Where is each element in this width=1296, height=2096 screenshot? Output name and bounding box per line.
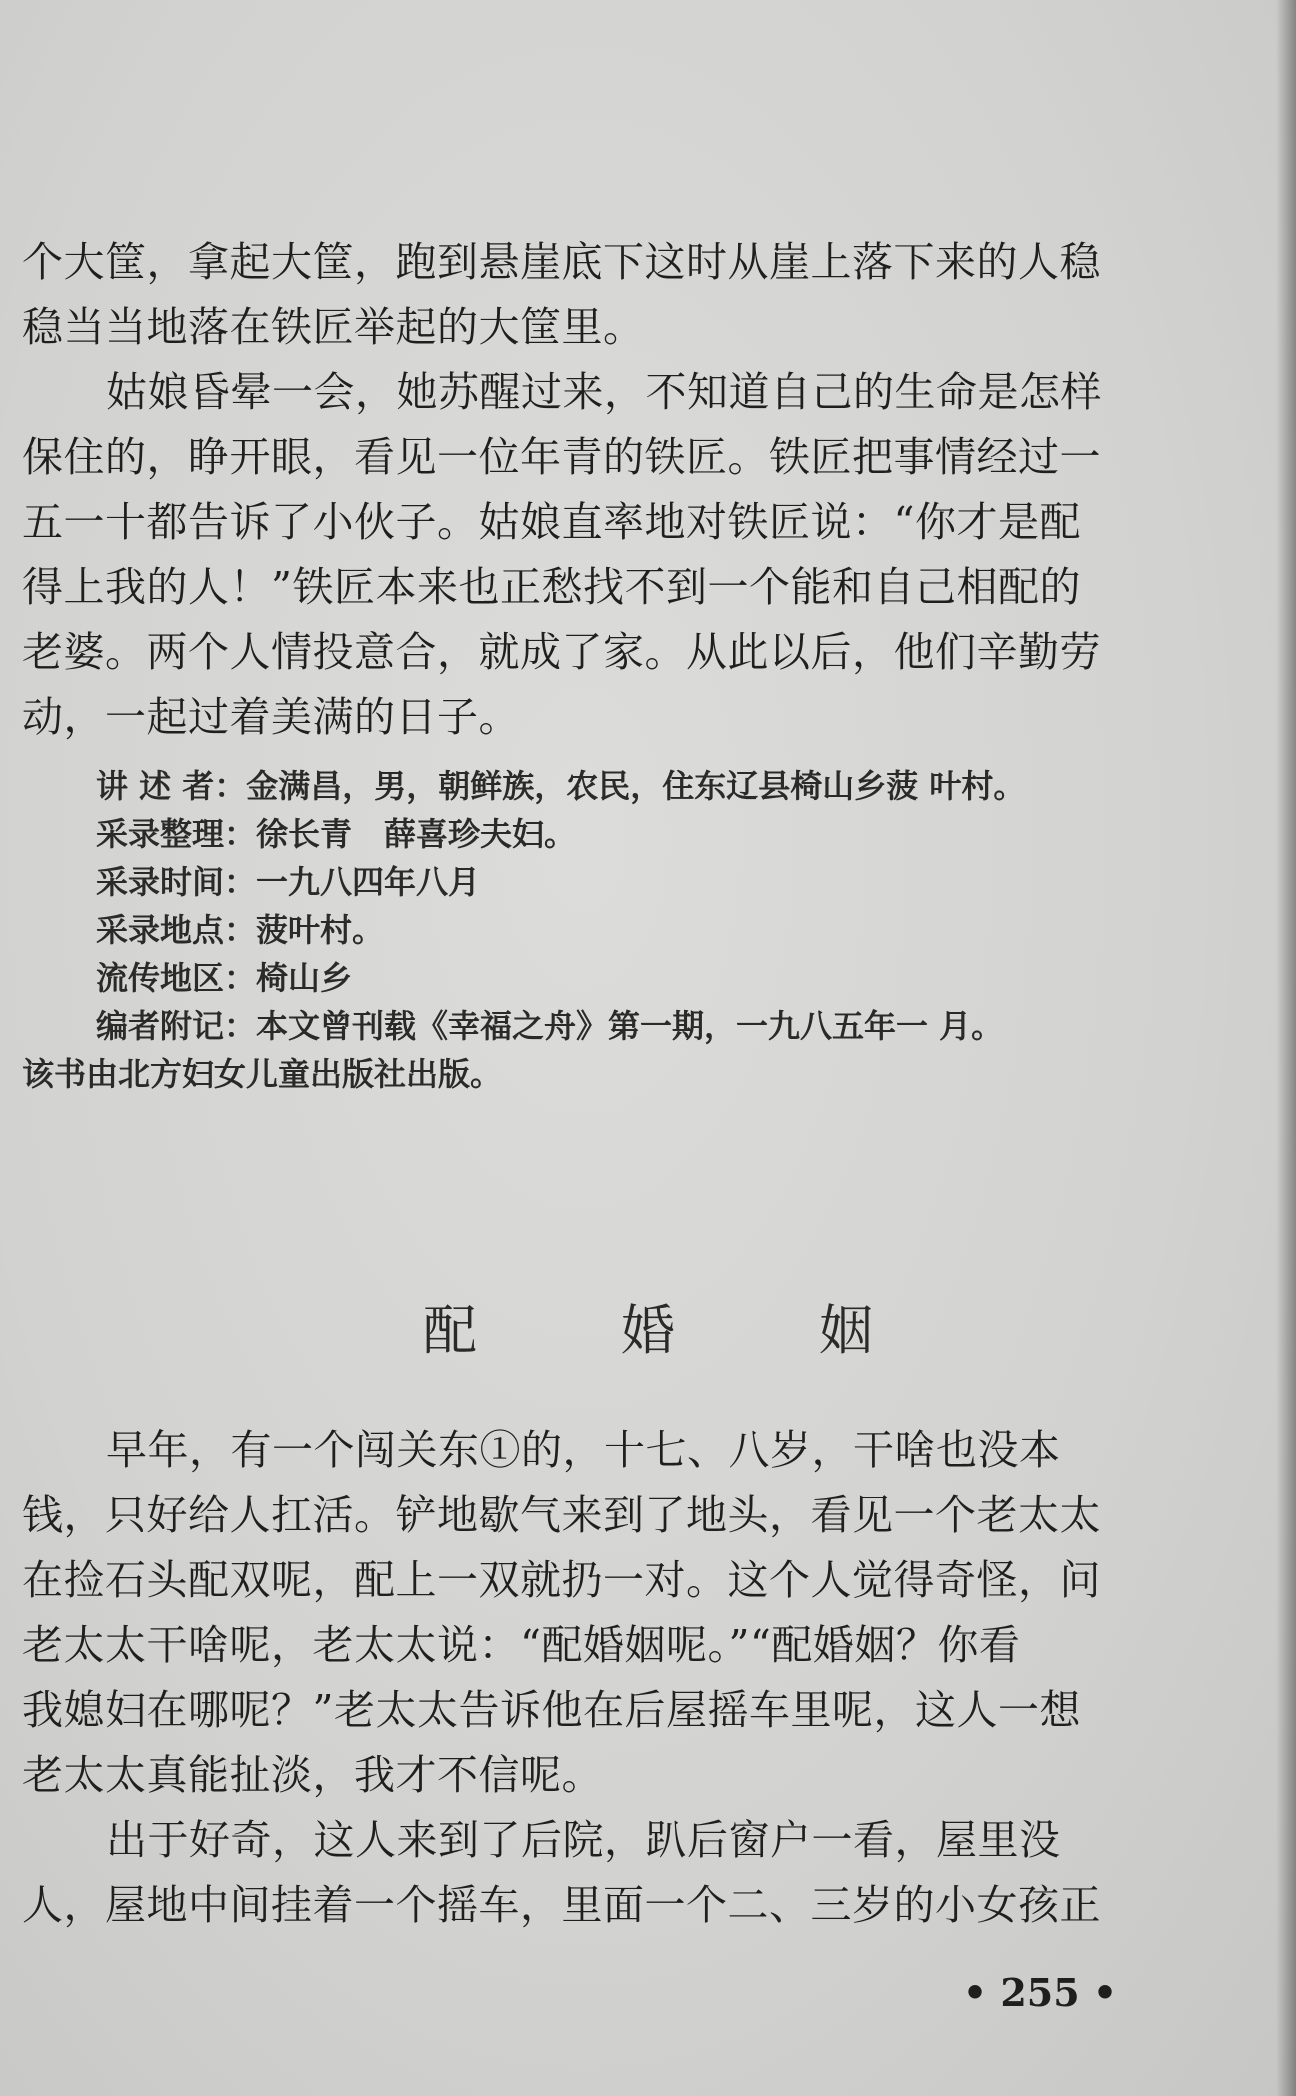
title-char: 姻 <box>819 1299 873 1362</box>
paragraph-line: 个大筐，拿起大筐，跑到悬崖底下这时从崖上落下来的人稳 <box>22 238 1101 286</box>
collection-notes <box>22 762 1158 1098</box>
narrator-note: 讲 述 者：金满昌，男，朝鲜族，农民，住东辽县椅山乡菠 叶村。 <box>96 767 1026 805</box>
record-date-note: 采录时间：一九八四年八月 <box>96 863 481 901</box>
paragraph-line: 姑娘昏晕一会，她苏醒过来，不知道自己的生命是怎样 <box>106 368 1102 416</box>
paragraph-line: 我媳妇在哪呢？”老太太告诉他在后屋摇车里呢，这人一想 <box>22 1686 1081 1734</box>
editor-note-continued: 该书由北方妇女儿童出版社出版。 <box>22 1055 503 1093</box>
paragraph-line: 动，一起过着美满的日子。 <box>22 693 520 741</box>
page-number: • 255 • <box>962 1970 1118 2015</box>
paragraph-line: 稳当当地落在铁匠举起的大筐里。 <box>22 303 645 351</box>
page-edge-shadow <box>1276 0 1296 2096</box>
paragraph-line: 人，屋地中间挂着一个摇车，里面一个二、三岁的小女孩正 <box>22 1881 1101 1929</box>
paragraph-line: 得上我的人！”铁匠本来也正愁找不到一个能和自己相配的 <box>22 563 1081 611</box>
story-ending <box>22 230 1158 750</box>
title-char: 婚 <box>621 1299 675 1362</box>
paragraph-line: 保住的，睁开眼，看见一位年青的铁匠。铁匠把事情经过一 <box>22 433 1101 481</box>
compiler-note: 采录整理：徐长青 薛喜珍夫妇。 <box>96 815 577 853</box>
paragraph-line: 老太太干啥呢，老太太说：“配婚姻呢。”“配婚姻？你看 <box>22 1621 1021 1669</box>
paragraph-line: 老婆。两个人情投意合，就成了家。从此以后，他们辛勤劳 <box>22 628 1101 676</box>
editor-note: 编者附记：本文曾刊载《幸福之舟》第一期，一九八五年一 月。 <box>96 1007 1004 1045</box>
paragraph-line: 五一十都告诉了小伙子。姑娘直率地对铁匠说：“你才是配 <box>22 498 1081 546</box>
title-char: 配 <box>423 1299 477 1362</box>
story-title <box>0 1296 1296 1366</box>
paragraph-line: 老太太真能扯淡，我才不信呢。 <box>22 1751 603 1799</box>
paragraph-line: 在捡石头配双呢，配上一双就扔一对。这个人觉得奇怪，问 <box>22 1556 1101 1604</box>
region-note: 流传地区：椅山乡 <box>96 959 353 997</box>
paragraph-line: 早年，有一个闯关东①的，十七、八岁，干啥也没本 <box>106 1426 1061 1474</box>
record-place-note: 采录地点：菠叶村。 <box>96 911 385 949</box>
paragraph-line: 出于好奇，这人来到了后院，趴后窗户一看，屋里没 <box>106 1816 1061 1864</box>
story-body <box>22 1418 1158 1938</box>
paragraph-line: 钱，只好给人扛活。铲地歇气来到了地头，看见一个老太太 <box>22 1491 1101 1539</box>
